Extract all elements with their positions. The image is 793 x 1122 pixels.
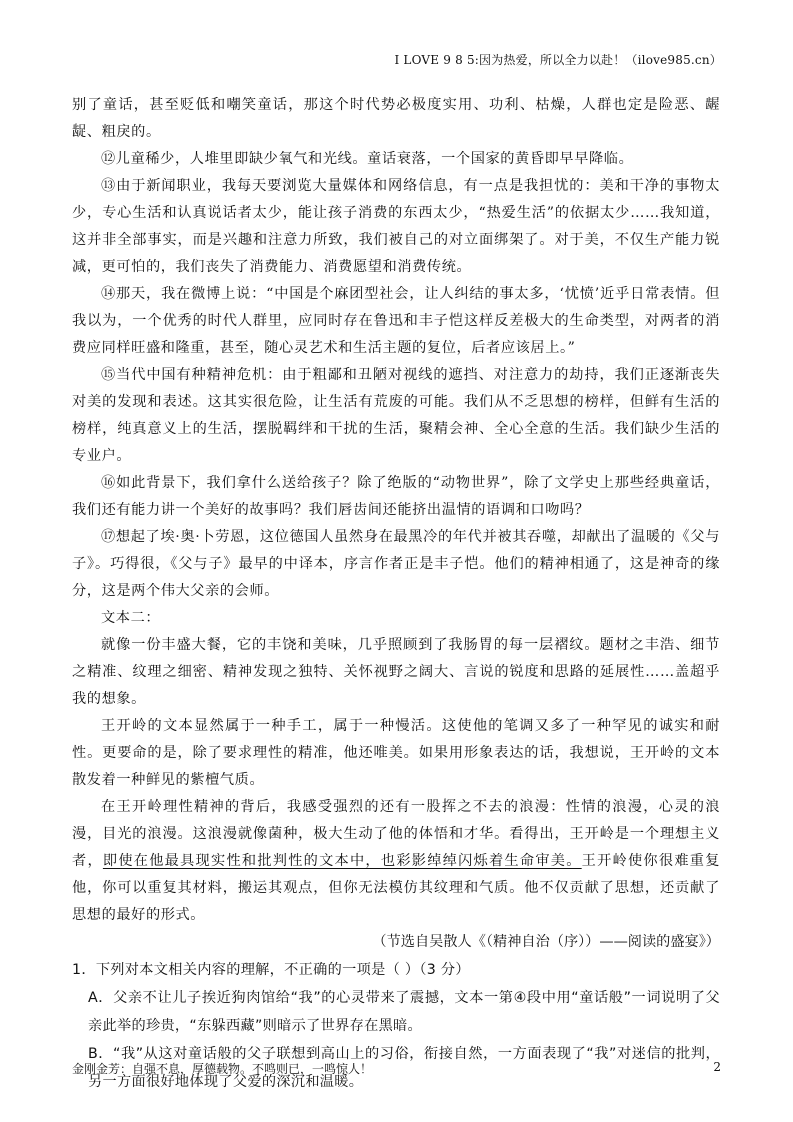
paragraph-15: ⑮当代中国有种精神危机：由于粗鄙和丑陋对视线的遮挡、对注意力的劫持，我们正逐渐丧失对美的发现和表述。这其实很危险，让生活有荒废的可能。我们从不乏思想的榜样，但鲜有生活的榜样，纯真意义上的生活，摆脱羁绊和干扰的生活，聚精会神、全心全意的生活。我们缺少生活的专业户。 — [72, 367, 720, 464]
paragraph-14: ⑭那天，我在微博上说：“中国是个麻团型社会，让人纠结的事太多，‘忧愤’近乎日常表情。但我以为，一个优秀的时代人群里，应同时存在鲁迅和丰子恺这样反差极大的生命类型，对两者的消费应同样旺盛和隆重，甚至，随心灵艺术和生活主题的复位，后者应该居上。” — [72, 286, 720, 356]
paragraph-13: ⑬由于新闻职业，我每天要浏览大量媒体和网络信息，有一点是我担忧的：美和干净的事物太少，专心生活和认真说话者太少，能让孩子消费的东西太少，“热爱生活”的依据太少……我知道，这并非全部事实，而是兴趣和注意力所致，我们被自己的对立面绑架了。对于美，不仅生产能力锐减，更可怕的，我们丧失了消费能力、消费愿望和消费传统。 — [72, 178, 720, 275]
question-stem: 1．下列对本文相关内容的理解，不正确的一项是（ ）（3 分） — [72, 962, 470, 978]
paragraph-16: ⑯如此背景下，我们拿什么送给孩子？除了绝版的“动物世界”，除了文学史上那些经典童话，我们还有能力讲一个美好的故事吗？我们唇齿间还能挤出温情的语调和口吻吗？ — [72, 475, 720, 518]
text-two-paragraph-1: 就像一份丰盛大餐，它的丰饶和美味，几乎照顾到了我肠胃的每一层褶纹。题材之丰浩、细节之精准、纹理之细密、精神发现之独特、关怀视野之阔大、言说的锐度和思路的延展性……盖超乎我的想象。 — [72, 637, 720, 707]
t2c-pre: 在王开岭理性精神的背后，我感受强烈的还有一股挥之不去的浪漫：性情的浪漫，心灵的浪漫，目光的浪漫。这浪漫就像菌种，极大生动了他的体悟和才华。看得出，王开岭是一个理想主义者， — [72, 799, 720, 869]
question-option-b: B．“我”从这对童话般的父子联想到高山上的习俗，衔接自然，一方面表现了“我”对迷信的批判，另一方面很好地体现了父爱的深沉和温暖。 — [88, 1046, 720, 1090]
text-two-paragraph-3 — [72, 794, 720, 929]
text-two-paragraph-2: 王开岭的文本显然属于一种手工，属于一种慢活。这使他的笔调又多了一种罕见的诚实和耐性。更要命的是，除了要求理性的精准，他还唯美。如果用形象表达的话，我想说，王开岭的文本散发着一种鲜见的紫檀气质。 — [72, 718, 720, 788]
page-footer — [72, 1060, 721, 1077]
question-option-a: A．父亲不让儿子挨近狗肉馆给“我”的心灵带来了震撼，文本一第④段中用“童话般”一词说明了父亲此举的珍贵，“东躲西藏”则暗示了世界存在黑暗。 — [88, 990, 720, 1034]
t2c-post: 王开岭使你很难重复他，你可以重复其材料，搬运其观点，但你无法模仿其纹理和气质。他不仅贡献了思想，还贡献了思想的最好的形式。 — [72, 853, 720, 923]
paragraph-12: ⑫儿童稀少，人堆里即缺少氧气和光线。童话衰落，一个国家的黄昏即早早降临。 — [101, 151, 634, 167]
text-two-label: 文本二： — [101, 610, 161, 626]
paragraph-17: ⑰想起了埃·奥·卜劳恩，这位德国人虽然身在最黑冷的年代并被其吞噬，却献出了温暖的《父与子》。巧得很，《父与子》最早的中译本，序言作者正是丰子恺。他们的精神相通了，这是神奇的缘分，这是两个伟大父亲的会师。 — [72, 529, 720, 599]
page-header: I LOVE 9 8 5:因为热爱，所以全力以赴！（ilove985.cn） — [394, 53, 722, 67]
source-citation: （节选自吴散人《（精神自治（序））——阅读的盛宴》） — [372, 934, 720, 950]
underlined-sentence: 即使在他最具现实性和批判性的文本中，也彩影绰绰闪烁着生命审美。 — [102, 853, 582, 869]
paragraph-continuation: 别了童话，甚至贬低和嘲笑童话，那这个时代势必极度实用、功利、枯燥，人群也定是险恶、龌龊、粗戾的。 — [72, 97, 720, 140]
page-number: 2 — [713, 1060, 721, 1074]
document-body — [72, 92, 720, 1096]
footer-motto: 金刚金芳：自强不息，厚德载物。不鸣则已，一鸣惊人！ — [72, 1062, 373, 1076]
